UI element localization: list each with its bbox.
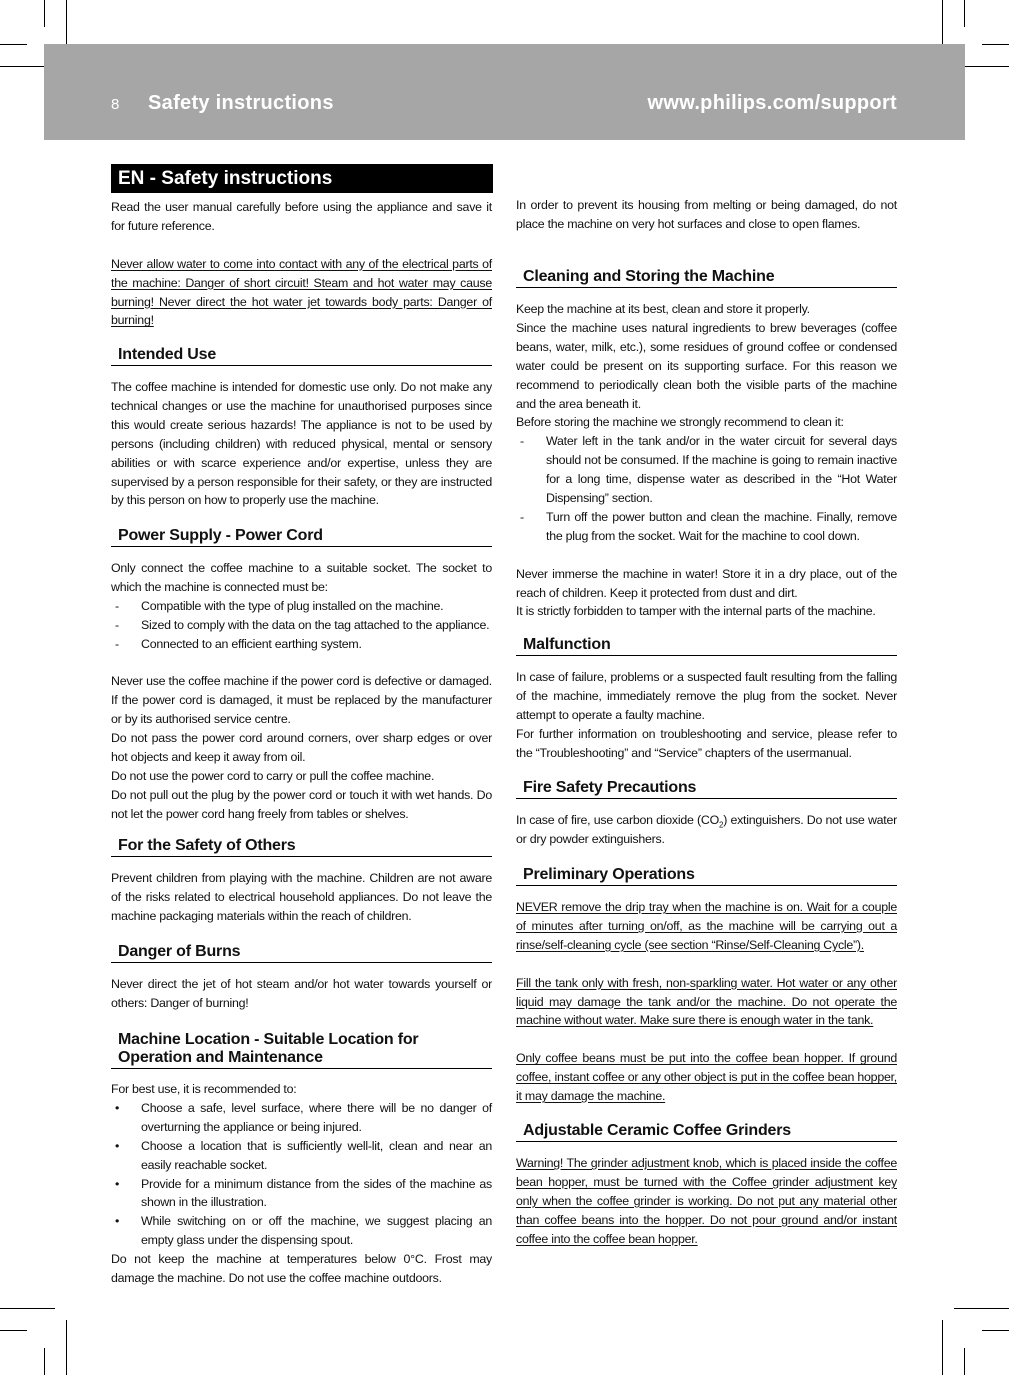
crop-mark	[44, 0, 45, 27]
crop-mark	[982, 44, 1009, 45]
power-cord-paragraph: Do not pass the power cord around corners, over sharp edges or over hot objects and keep it away from oil.	[111, 731, 492, 765]
cleaning-paragraph: Before storing the machine we strongly recommend to clean it:	[516, 415, 844, 430]
crop-mark	[0, 1308, 55, 1309]
list-item: • Choose a location that is sufficiently well-lit, clean and near an easily reachable socket.	[111, 1137, 492, 1175]
main-title: EN - Safety instructions	[111, 164, 493, 193]
header-url: www.philips.com/support	[647, 92, 897, 114]
malfunction-paragraph: For further information on troubleshooting and service, please refer to the “Troubleshooting” and “Service” chapters of the usermanual.	[516, 726, 897, 760]
section-heading-burns: Danger of Burns	[111, 943, 492, 963]
drip-tray-warning: NEVER remove the drip tray when the machine is on. Wait for a couple of minutes after turning on/off, as the machine will be carrying out a rinse/self-cleaning cycle (see section “Rinse/Self-Cleaning Cycle”).	[516, 900, 897, 952]
location-continued	[516, 196, 897, 234]
intro-paragraph: Read the user manual carefully before using the appliance and save it for future reference.	[111, 200, 492, 233]
co2-subscript: 2	[718, 820, 724, 830]
section-heading-location: Machine Location - Suitable Location for Operation and Maintenance	[111, 1031, 492, 1069]
power-cord-paragraph: Do not use the power cord to carry or pull the coffee machine.	[111, 768, 435, 783]
power-cord-paragraph: Do not pull out the plug by the power cord or touch it with wet hands. Do not let the power cord hang freely from tables or shelves.	[111, 787, 492, 821]
list-item: - Sized to comply with the data on the tag attached to the appliance.	[111, 616, 492, 635]
section-heading-cleaning: Cleaning and Storing the Machine	[516, 268, 897, 288]
cleaning-paragraph: Never immerse the machine in water! Store it in a dry place, out of the reach of children. Keep it protected from dust and dirt.	[516, 566, 897, 600]
list-item: - Compatible with the type of plug installed on the machine.	[111, 597, 492, 616]
cleaning-paragraph: Since the machine uses natural ingredients to brew beverages (coffee beans, water, milk, etc.), some residues of ground coffee or condensed water could be present on its supporting surface. For this reason we recommend to periodically clean both the visible parts of the machine and the area beneath it.	[516, 320, 897, 411]
cleaning-paragraph: Keep the machine at its best, clean and store it properly.	[516, 302, 810, 316]
safety-others-paragraph: Prevent children from playing with the machine. Children are not aware of the risks related to electrical household appliances. Do not leave the machine packaging materials within the reach of children.	[111, 871, 492, 923]
location-body	[111, 1080, 492, 1288]
location-paragraph: Do not keep the machine at temperatures below 0°C. Frost may damage the machine. Do not use the coffee machine outdoors.	[111, 1252, 492, 1286]
burns-paragraph: Never direct the jet of hot steam and/or hot water towards yourself or others: Danger of burning!	[111, 977, 492, 1010]
intro	[111, 198, 492, 330]
burns-body	[111, 975, 492, 1013]
crop-mark	[954, 1308, 1009, 1309]
section-heading-safety-others: For the Safety of Others	[111, 837, 492, 857]
preliminary-body	[516, 898, 897, 1106]
crop-mark	[982, 1330, 1009, 1331]
section-heading-malfunction: Malfunction	[516, 636, 897, 656]
section-heading-power-supply: Power Supply - Power Cord	[111, 527, 492, 547]
page-number: 8	[111, 96, 120, 113]
crop-mark	[66, 1320, 67, 1375]
cleaning-list	[516, 432, 897, 545]
fire-text: ) extinguishers. Do not use water or dry powder extinguishers.	[516, 813, 897, 846]
intended-use-body	[111, 378, 492, 510]
water-tank-warning: Fill the tank only with fresh, non-sparkling water. Hot water or any other liquid may damage the tank and/or the machine. Do not operate the machine without water. Make sure there is enough water in the tank.	[516, 975, 897, 1028]
socket-requirements-list	[111, 597, 492, 654]
electrical-warning: Never allow water to come into contact with any of the electrical parts of the machine: Danger of short circuit! Steam and hot water may cause burning! Never direct the hot water jet towards body parts: Danger of burning!	[111, 256, 492, 328]
list-item: • While switching on or off the machine, we suggest placing an empty glass under the dispensing spout.	[111, 1212, 492, 1250]
section-heading-intended-use: Intended Use	[111, 346, 492, 366]
malfunction-body	[516, 668, 897, 763]
power-supply-body	[111, 559, 492, 824]
list-item: • Provide for a minimum distance from the sides of the machine as shown in the illustration.	[111, 1175, 492, 1213]
crop-mark	[0, 44, 27, 45]
fire-paragraph	[516, 811, 897, 849]
location-paragraph: In order to prevent its housing from melting or being damaged, do not place the machine on very hot surfaces and close to open flames.	[516, 198, 897, 231]
crop-mark	[44, 1348, 45, 1375]
fire-body	[516, 811, 897, 849]
location-recommendations-list	[111, 1099, 492, 1250]
grinders-body	[516, 1154, 897, 1249]
list-item: - Connected to an efficient earthing system.	[111, 635, 492, 654]
cleaning-paragraph: It is strictly forbidden to tamper with the internal parts of the machine.	[516, 604, 876, 619]
crop-mark	[942, 1320, 943, 1375]
safety-others-body	[111, 869, 492, 926]
intended-use-paragraph: The coffee machine is intended for domestic use only. Do not make any technical changes or use the machine for unauthorised purposes since this would create serious hazards! The appliance is not to be used by persons (including children) with reduced physical, mental or sensory abilities or with scarce experience and/or expertise, unless they are supervised by a person responsible for their safety, or they are instructed by this person on how to properly use the machine.	[111, 380, 492, 508]
crop-mark	[964, 0, 965, 27]
bean-hopper-warning: Only coffee beans must be put into the coffee bean hopper. If ground coffee, instant coffee or any other object is put in the coffee bean hopper, it may damage the machine.	[516, 1051, 897, 1104]
power-cord-paragraph: Never use the coffee machine if the power cord is defective or damaged. If the power cord is damaged, it must be replaced by the manufacturer or by its authorised service centre.	[111, 674, 492, 727]
list-item: • Choose a safe, level surface, where there will be no danger of overturning the appliance or being injured.	[111, 1099, 492, 1137]
location-paragraph: For best use, it is recommended to:	[111, 1082, 297, 1096]
fire-text: In case of fire, use carbon dioxide (CO	[516, 813, 719, 827]
section-heading-grinders: Adjustable Ceramic Coffee Grinders	[516, 1122, 897, 1142]
list-item: - Water left in the tank and/or in the water circuit for several days should not be consumed. If the machine is going to remain inactive for a long time, dispense water as described in the “Hot Water Dispensing” section.	[516, 432, 897, 508]
malfunction-paragraph: In case of failure, problems or a suspected fault resulting from the falling of the machine, immediately remove the plug from the socket. Never attempt to operate a faulty machine.	[516, 670, 897, 722]
crop-mark	[0, 1330, 27, 1331]
list-item: - Turn off the power button and clean the machine. Finally, remove the plug from the socket. Wait for the machine to cool down.	[516, 508, 897, 546]
section-heading-fire: Fire Safety Precautions	[516, 779, 897, 799]
header-title: Safety instructions	[148, 92, 334, 114]
cleaning-body	[516, 300, 897, 621]
crop-mark	[964, 1348, 965, 1375]
power-supply-paragraph: Only connect the coffee machine to a suitable socket. The socket to which the machine is connected must be:	[111, 561, 492, 594]
grinder-warning: Warning! The grinder adjustment knob, which is placed inside the coffee bean hopper, must be turned with the Coffee grinder adjustment key only when the coffee grinder is working. Do not put any material other than coffee beans into the hopper. Do not pour ground and/or instant coffee into the coffee bean hopper.	[516, 1156, 897, 1246]
section-heading-preliminary: Preliminary Operations	[516, 866, 897, 886]
